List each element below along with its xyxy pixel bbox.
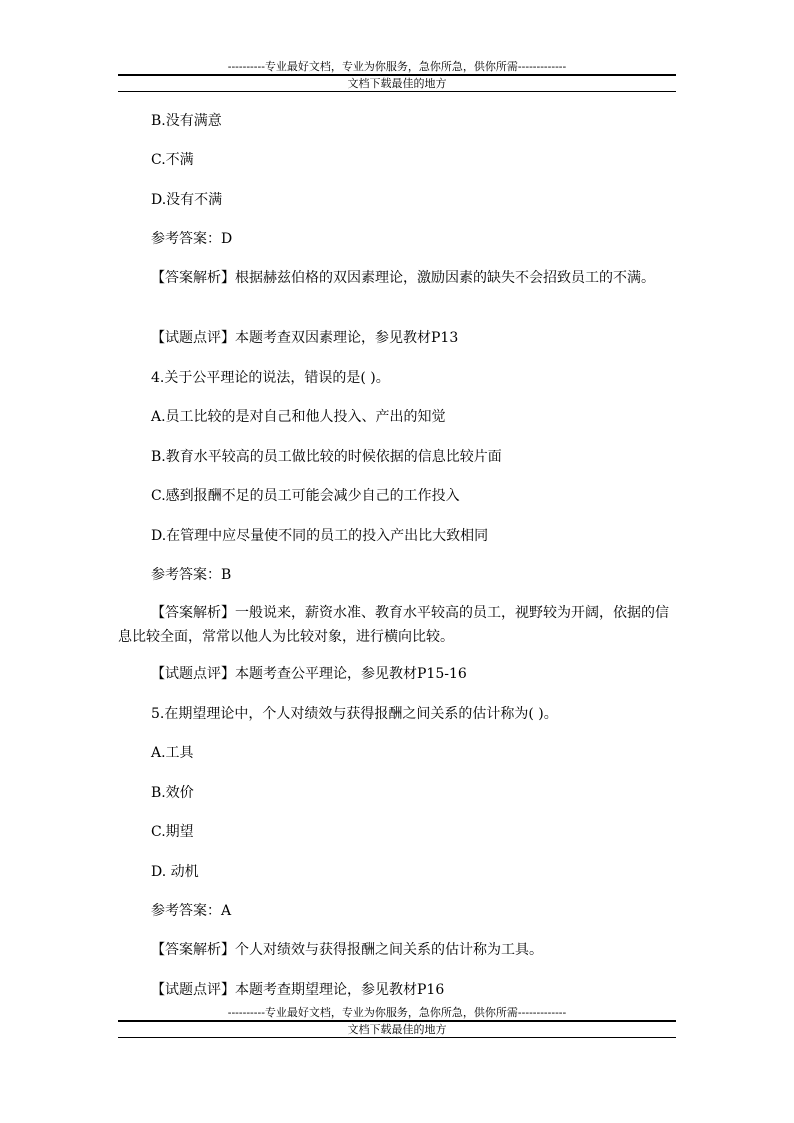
footer-subtitle: 文档下载最佳的地方 — [118, 1022, 676, 1038]
q3-option-b: B.没有满意 — [151, 113, 222, 129]
q4-analysis: 【答案解析】一般说来，薪资水准、教育水平较高的员工，视野较为开阔，依据的信息比较全面，常常以他人为比较对象，进行横向比较。 — [118, 605, 669, 645]
q4-option-d: D.在管理中应尽量使不同的员工的投入产出比大致相同 — [151, 528, 489, 544]
page-header — [118, 60, 676, 92]
q3-option-d: D.没有不满 — [151, 192, 223, 208]
q5-option-c: C.期望 — [151, 824, 194, 840]
q5-question: 5.在期望理论中，个人对绩效与获得报酬之间关系的估计称为( )。 — [151, 706, 558, 722]
q3-analysis: 【答案解析】根据赫兹伯格的双因素理论，激励因素的缺失不会招致员工的不满。 — [151, 270, 655, 286]
q4-option-c: C.感到报酬不足的员工可能会减少自己的工作投入 — [151, 488, 460, 504]
q3-option-c: C.不满 — [151, 152, 194, 168]
q5-option-a: A.工具 — [151, 745, 194, 761]
q5-analysis: 【答案解析】个人对绩效与获得报酬之间关系的估计称为工具。 — [151, 942, 543, 958]
q5-option-d: D. 动机 — [151, 864, 199, 880]
q5-review: 【试题点评】本题考查期望理论，参见教材P16 — [151, 982, 445, 998]
q5-answer: 参考答案：A — [151, 903, 232, 919]
header-tagline: ----------专业最好文档，专业为你服务，急你所急，供你所需------------- — [227, 60, 567, 73]
q4-review: 【试题点评】本题考查公平理论，参见教材P15-16 — [151, 666, 467, 682]
q4-option-a: A.员工比较的是对自己和他人投入、产出的知觉 — [151, 409, 446, 425]
q4-question: 4.关于公平理论的说法，错误的是( )。 — [151, 370, 390, 386]
footer-tagline: ----------专业最好文档，专业为你服务，急你所急，供你所需------------- — [227, 1006, 567, 1019]
q3-answer: 参考答案：D — [151, 231, 233, 247]
q4-option-b: B.教育水平较高的员工做比较的时候依据的信息比较片面 — [151, 449, 502, 465]
header-subtitle: 文档下载最佳的地方 — [118, 76, 676, 92]
q5-option-b: B.效价 — [151, 785, 194, 801]
q3-review: 【试题点评】本题考查双因素理论，参见教材P13 — [151, 330, 459, 346]
page-footer — [118, 1006, 676, 1038]
q4-answer: 参考答案：B — [151, 567, 232, 583]
